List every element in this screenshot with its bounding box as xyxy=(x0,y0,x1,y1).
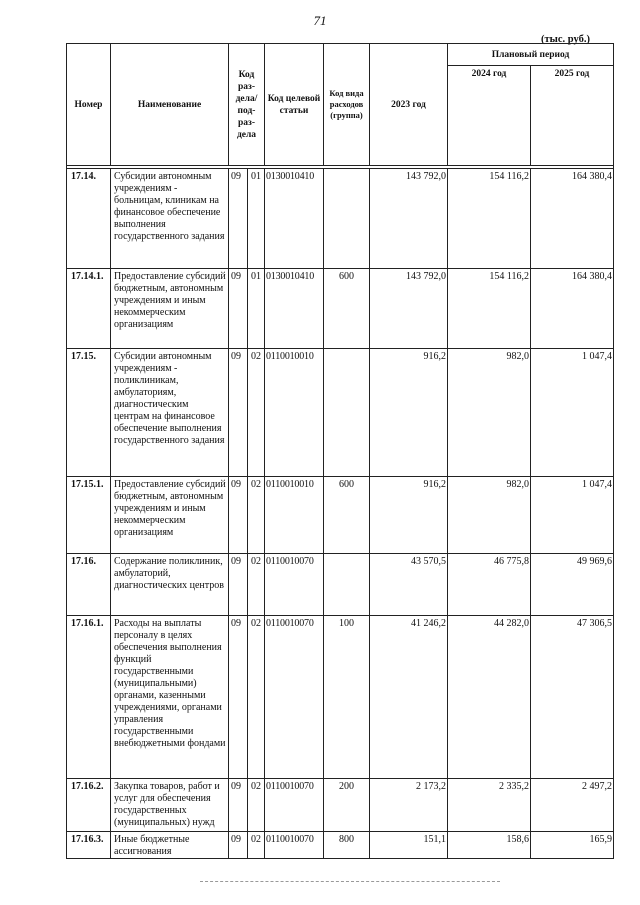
row-subsection: 02 xyxy=(248,779,265,832)
row-amount-2025: 1 047,4 xyxy=(531,477,614,554)
row-subsection: 01 xyxy=(248,269,265,349)
row-amount-2023: 41 246,2 xyxy=(370,616,448,779)
row-section: 09 xyxy=(229,554,248,616)
row-amount-2025: 1 047,4 xyxy=(531,349,614,477)
row-amount-2023: 916,2 xyxy=(370,349,448,477)
row-number: 17.14.1. xyxy=(67,269,111,349)
row-amount-2024: 154 116,2 xyxy=(448,169,531,269)
row-section: 09 xyxy=(229,616,248,779)
row-amount-2024: 2 335,2 xyxy=(448,779,531,832)
row-section: 09 xyxy=(229,169,248,269)
row-name: Субсидии автономным учреждениям - поликлиникам, амбулаториям, диагностическим центрам на финансовое обеспечение выполнения государственного задания xyxy=(111,349,229,477)
row-amount-2023: 151,1 xyxy=(370,832,448,859)
row-expense-type: 600 xyxy=(324,477,370,554)
header-2023: 2023 год xyxy=(370,44,448,166)
header-name: Наименование xyxy=(111,44,229,166)
row-target-code: 0110010010 xyxy=(265,477,324,554)
header-planned-period: Плановый период xyxy=(448,44,614,66)
row-target-code: 0110010070 xyxy=(265,554,324,616)
row-number: 17.16. xyxy=(67,554,111,616)
row-amount-2023: 43 570,5 xyxy=(370,554,448,616)
page-number: 71 xyxy=(313,13,327,28)
row-amount-2024: 158,6 xyxy=(448,832,531,859)
row-amount-2025: 47 306,5 xyxy=(531,616,614,779)
header-number: Номер xyxy=(67,44,111,166)
row-amount-2024: 154 116,2 xyxy=(448,269,531,349)
row-amount-2025: 164 380,4 xyxy=(531,169,614,269)
header-section-code: Код раз-дела/ под-раз-дела xyxy=(229,44,265,166)
table-row xyxy=(67,477,614,554)
row-section: 09 xyxy=(229,477,248,554)
header-2024: 2024 год xyxy=(448,66,531,166)
row-expense-type xyxy=(324,554,370,616)
table-row xyxy=(67,349,614,477)
row-number: 17.15.1. xyxy=(67,477,111,554)
row-amount-2024: 46 775,8 xyxy=(448,554,531,616)
row-number: 17.16.2. xyxy=(67,779,111,832)
row-amount-2024: 982,0 xyxy=(448,349,531,477)
row-expense-type: 600 xyxy=(324,269,370,349)
row-name: Предоставление субсидий бюджетным, автономным учреждениям и иным некоммерческим организациям xyxy=(111,477,229,554)
budget-table xyxy=(66,43,614,859)
row-expense-type: 800 xyxy=(324,832,370,859)
row-target-code: 0110010070 xyxy=(265,616,324,779)
row-amount-2023: 916,2 xyxy=(370,477,448,554)
row-subsection: 02 xyxy=(248,616,265,779)
row-section: 09 xyxy=(229,349,248,477)
row-name: Содержание поликлиник, амбулаторий, диагностических центров xyxy=(111,554,229,616)
row-expense-type xyxy=(324,169,370,269)
row-target-code: 0130010410 xyxy=(265,169,324,269)
row-number: 17.15. xyxy=(67,349,111,477)
table-row xyxy=(67,269,614,349)
row-number: 17.16.1. xyxy=(67,616,111,779)
row-subsection: 02 xyxy=(248,349,265,477)
header-2025: 2025 год xyxy=(531,66,614,166)
row-amount-2024: 982,0 xyxy=(448,477,531,554)
row-number: 17.16.3. xyxy=(67,832,111,859)
row-section: 09 xyxy=(229,832,248,859)
table-row xyxy=(67,779,614,832)
row-subsection: 01 xyxy=(248,169,265,269)
row-section: 09 xyxy=(229,779,248,832)
row-amount-2024: 44 282,0 xyxy=(448,616,531,779)
header-expense-type-code: Код вида расходов (группа) xyxy=(324,44,370,166)
table-row xyxy=(67,616,614,779)
row-amount-2025: 2 497,2 xyxy=(531,779,614,832)
row-subsection: 02 xyxy=(248,477,265,554)
units-label: (тыс. руб.) xyxy=(541,34,590,45)
row-expense-type xyxy=(324,349,370,477)
row-expense-type: 200 xyxy=(324,779,370,832)
row-number: 17.14. xyxy=(67,169,111,269)
row-expense-type: 100 xyxy=(324,616,370,779)
row-amount-2023: 143 792,0 xyxy=(370,269,448,349)
row-section: 09 xyxy=(229,269,248,349)
table-row xyxy=(67,554,614,616)
header-target-code: Код целевой статьи xyxy=(265,44,324,166)
row-name: Иные бюджетные ассигнования xyxy=(111,832,229,859)
row-name: Предоставление субсидий бюджетным, автономным учреждениям и иным некоммерческим организациям xyxy=(111,269,229,349)
row-amount-2023: 2 173,2 xyxy=(370,779,448,832)
row-name: Субсидии автономным учреждениям - больницам, клиникам на финансовое обеспечение выполнения государственного задания xyxy=(111,169,229,269)
row-name: Расходы на выплаты персоналу в целях обеспечения выполнения функций государственными (муниципальными) органами, казенными учреждениями, органами управления государственными внебюджетными фондами xyxy=(111,616,229,779)
row-amount-2025: 164 380,4 xyxy=(531,269,614,349)
page-bottom-rule xyxy=(200,881,500,883)
row-amount-2025: 49 969,6 xyxy=(531,554,614,616)
row-name: Закупка товаров, работ и услуг для обеспечения государственных (муниципальных) нужд xyxy=(111,779,229,832)
row-subsection: 02 xyxy=(248,832,265,859)
row-amount-2023: 143 792,0 xyxy=(370,169,448,269)
table-row xyxy=(67,169,614,269)
table-row xyxy=(67,832,614,859)
row-target-code: 0110010010 xyxy=(265,349,324,477)
row-target-code: 0110010070 xyxy=(265,832,324,859)
row-target-code: 0130010410 xyxy=(265,269,324,349)
row-target-code: 0110010070 xyxy=(265,779,324,832)
row-subsection: 02 xyxy=(248,554,265,616)
row-amount-2025: 165,9 xyxy=(531,832,614,859)
